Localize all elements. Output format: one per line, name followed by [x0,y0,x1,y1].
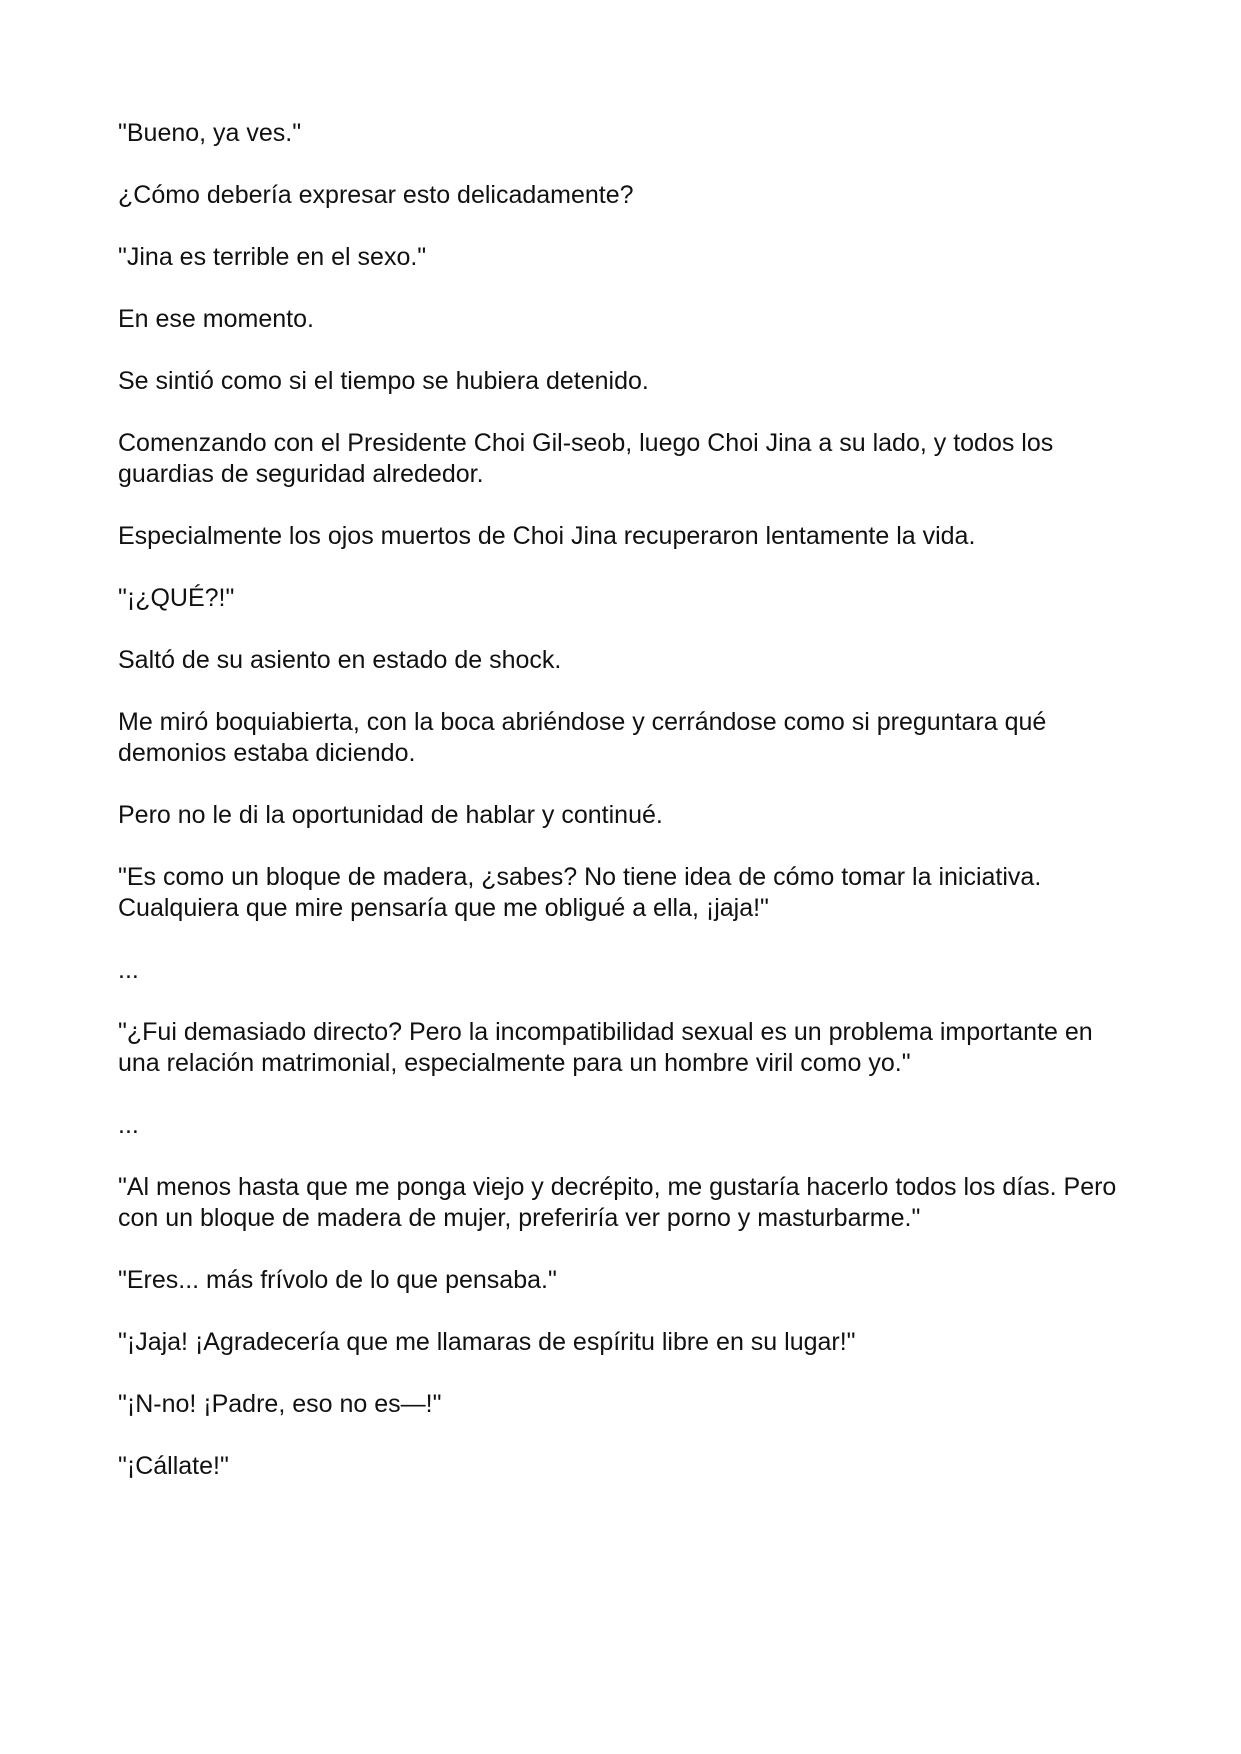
paragraph: "¡N-no! ¡Padre, eso no es—!" [118,1390,442,1418]
paragraph: "¡Jaja! ¡Agradecería que me llamaras de espíritu libre en su lugar!" [118,1328,856,1356]
paragraph: Comenzando con el Presidente Choi Gil-seob, luego Choi Jina a su lado, y todos los guardias de seguridad alrededor. [118,429,1054,488]
paragraph: "¡Cállate!" [118,1452,229,1480]
paragraph: Pero no le di la oportunidad de hablar y continué. [118,801,663,829]
paragraph: "Al menos hasta que me ponga viejo y decrépito, me gustaría hacerlo todos los días. Pero con un bloque de madera de mujer, preferiría ver porno y masturbarme." [118,1173,1117,1232]
paragraph: "Eres... más frívolo de lo que pensaba." [118,1266,557,1294]
paragraph: "Es como un bloque de madera, ¿sabes? No tiene idea de cómo tomar la iniciativa. Cualquiera que mire pensaría que me obligué a ella, ¡jaja!" [118,863,1042,922]
paragraph: "¿Fui demasiado directo? Pero la incompatibilidad sexual es un problema importante en una relación matrimonial, especialmente para un hombre viril como yo." [118,1018,1093,1077]
paragraph: Especialmente los ojos muertos de Choi Jina recuperaron lentamente la vida. [118,522,976,550]
paragraph: "Jina es terrible en el sexo." [118,243,427,271]
paragraph: Se sintió como si el tiempo se hubiera detenido. [118,367,649,395]
paragraph: Me miró boquiabierta, con la boca abriéndose y cerrándose como si preguntara qué demonios estaba diciendo. [118,708,1047,767]
document-body [118,118,1138,1513]
paragraph: ... [118,956,139,984]
paragraph: "Bueno, ya ves." [118,119,302,147]
paragraph: "¡¿QUÉ?!" [118,584,235,612]
paragraph: ... [118,1111,139,1139]
paragraph: ¿Cómo debería expresar esto delicadamente? [118,181,634,209]
paragraph: En ese momento. [118,305,314,333]
paragraph: Saltó de su asiento en estado de shock. [118,646,562,674]
